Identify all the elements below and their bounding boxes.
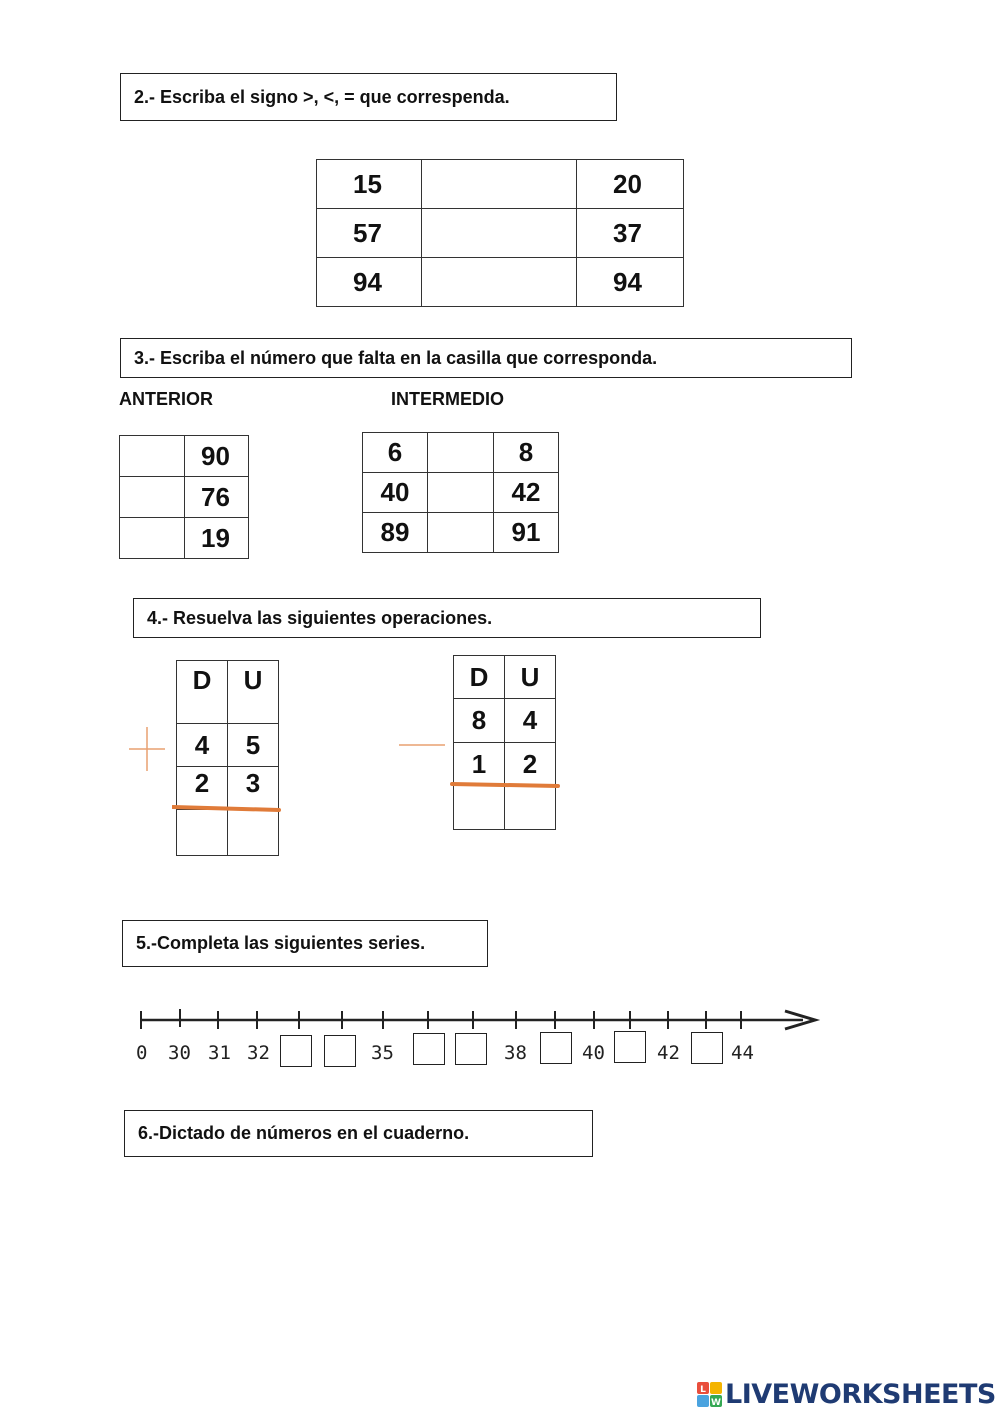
intermedio-input[interactable] [428,473,494,513]
anterior-table [119,435,249,559]
anterior-value: 19 [185,518,249,559]
intermedio-left: 6 [363,433,428,473]
answer-input-d[interactable] [454,786,505,830]
column-header-d: D [177,661,228,724]
subtraction-table [453,655,556,830]
anterior-input[interactable] [120,436,185,477]
series-input[interactable] [413,1033,445,1065]
column-header-u: U [228,661,279,724]
table-row [177,724,279,767]
anterior-input[interactable] [120,518,185,559]
number-label: 30 [168,1042,191,1064]
table-row [120,518,249,559]
intermedio-right: 91 [494,513,559,553]
intermedio-left: 40 [363,473,428,513]
answer-input-d[interactable] [177,810,228,856]
logo-letter: L [700,1384,706,1395]
compare-left: 15 [317,160,422,209]
plus-icon [129,727,165,771]
digit-cell: 1 [454,743,505,786]
section5-title: 5.-Completa las siguientes series. [136,933,426,953]
number-label: 42 [657,1042,680,1064]
table-row [454,786,556,830]
sign-input[interactable] [422,258,577,307]
series-input[interactable] [540,1032,572,1064]
column-header-d: D [454,656,505,699]
table-row [177,810,279,856]
digit-cell: 8 [454,699,505,743]
intermedio-input[interactable] [428,433,494,473]
section4-title: 4.- Resuelva las siguientes operaciones. [147,607,493,628]
intermedio-table [362,432,559,553]
answer-input-u[interactable] [228,810,279,856]
anterior-value: 76 [185,477,249,518]
section4-header [133,598,761,638]
column-header-u: U [505,656,556,699]
section3-title: 3.- Escriba el número que falta en la casilla que corresponda. [134,347,658,368]
table-row [317,258,684,307]
number-label: 38 [504,1042,527,1064]
logo-letter: W [711,1397,721,1408]
section2-header [120,73,617,121]
table-row [317,209,684,258]
intermedio-label: INTERMEDIO [391,389,505,409]
digit-cell: 5 [228,724,279,767]
compare-right: 94 [577,258,684,307]
number-label: 31 [208,1042,231,1064]
table-row [363,513,559,553]
anterior-label: ANTERIOR [119,389,213,409]
digit-cell: 4 [177,724,228,767]
digit-cell: 2 [177,767,228,810]
section5-header [122,920,488,967]
series-input[interactable] [614,1031,646,1063]
brand-logo [697,1379,996,1410]
series-input[interactable] [324,1035,356,1067]
addition-table [176,660,279,856]
compare-left: 57 [317,209,422,258]
intermedio-input[interactable] [428,513,494,553]
anterior-input[interactable] [120,477,185,518]
table-row [120,477,249,518]
number-label: 40 [582,1042,605,1064]
section3-header [120,338,852,378]
intermedio-right: 8 [494,433,559,473]
minus-icon [399,740,447,750]
section6-header [124,1110,593,1157]
number-label: 44 [731,1042,754,1064]
section2-title: 2.- Escriba el signo >, <, = que correspenda. [134,86,510,107]
table-row [120,436,249,477]
difference-line [450,780,562,790]
number-label: 32 [247,1042,270,1064]
answer-input-u[interactable] [505,786,556,830]
number-label: 35 [371,1042,394,1064]
number-label: 0 [136,1042,148,1064]
series-input[interactable] [455,1033,487,1065]
digit-cell: 2 [505,743,556,786]
brand-name: LIVEWORKSHEETS [725,1379,996,1410]
sum-line [172,804,282,814]
number-line [135,1005,825,1035]
table-row [177,661,279,724]
intermedio-right: 42 [494,473,559,513]
digit-cell: 3 [228,767,279,810]
section6-title: 6.-Dictado de números en el cuaderno. [138,1123,470,1143]
compare-table [316,159,684,307]
table-row [317,160,684,209]
table-row [454,699,556,743]
table-row [363,473,559,513]
anterior-value: 90 [185,436,249,477]
compare-left: 94 [317,258,422,307]
table-row [363,433,559,473]
sign-input[interactable] [422,160,577,209]
compare-right: 20 [577,160,684,209]
liveworksheets-logo-icon [697,1382,723,1408]
intermedio-left: 89 [363,513,428,553]
compare-right: 37 [577,209,684,258]
series-input[interactable] [280,1035,312,1067]
series-input[interactable] [691,1032,723,1064]
digit-cell: 4 [505,699,556,743]
table-row [454,656,556,699]
sign-input[interactable] [422,209,577,258]
